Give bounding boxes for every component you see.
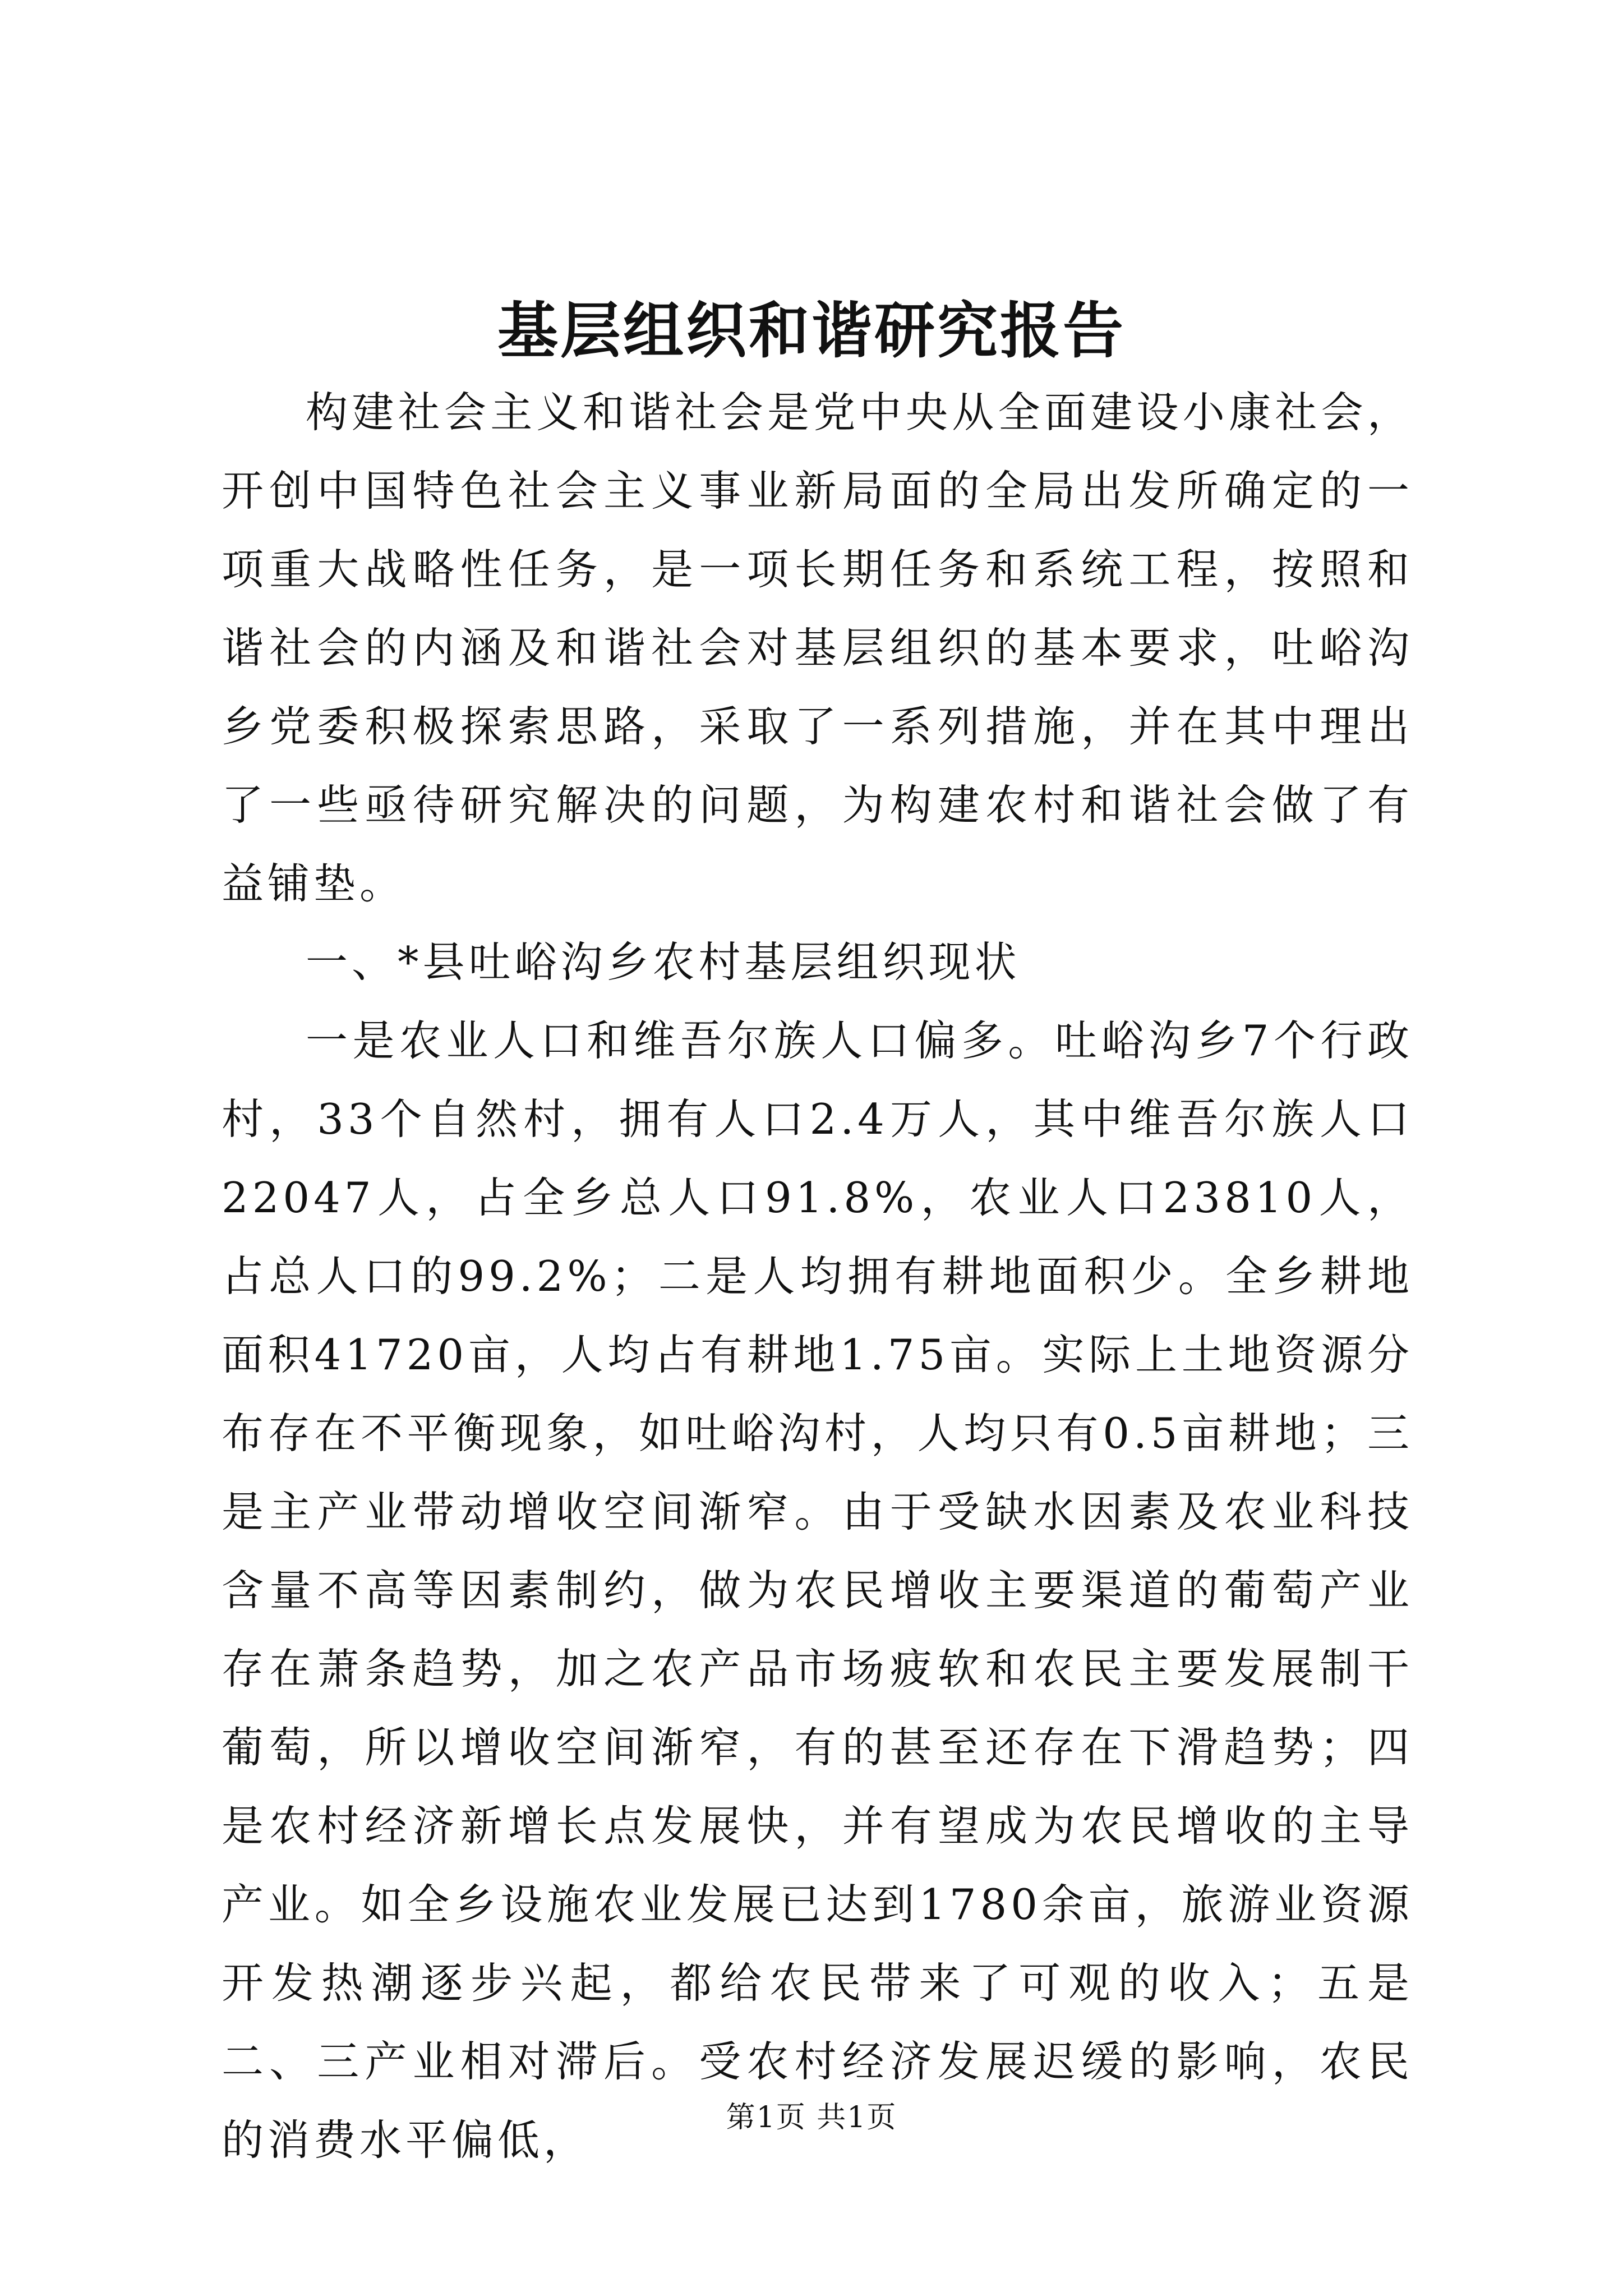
status-paragraph: 一是农业人口和维吾尔族人口偏多。吐峪沟乡7个行政村，33个自然村，拥有人口2.4万人，其中维吾尔族人口22047人，占全乡总人口91.8%，农业人口23810人，占总人口的99.2%；二是人均拥有耕地面积少。全乡耕地面积41720亩，人均占有耕地1.75亩。实际上土地资源分布存在不平衡现象，如吐峪沟村，人均只有0.5亩耕地；三是主产业带动增收空间渐窄。由于受缺水因素及农业科技含量不高等因素制约，做为农民增收主要渠道的葡萄产业存在萧条趋势，加之农产品市场疲软和农民主要发展制干葡萄，所以增收空间渐窄，有的甚至还存在下滑趋势；四是农村经济新增长点发展快，并有望成为农民增收的主导产业。如全乡设施农业发展已达到1780余亩，旅游业资源开发热潮逐步兴起，都给农民带来了可观的收入；五是二、三产业相对滞后。受农村经济发展迟缓的影响，农民的消费水平偏低， bbox=[222, 1016, 1413, 2165]
document-title: 基层组织和谐研究报告 bbox=[497, 296, 1126, 366]
page-footer: 第1页 共1页 bbox=[726, 2101, 897, 2134]
section-heading: 一、*县吐峪沟乡农村基层组织现状 bbox=[306, 937, 1021, 987]
intro-paragraph: 构建社会主义和谐社会是党中央从全面建设小康社会，开创中国特色社会主义事业新局面的全局出发所确定的一项重大战略性任务，是一项长期任务和系统工程，按照和谐社会的内涵及和谐社会对基层组织的基本要求，吐峪沟乡党委积极探索思路，采取了一系列措施，并在其中理出了一些亟待研究解决的问题，为构建农村和谐社会做了有益铺垫。 bbox=[222, 388, 1413, 908]
document-body bbox=[222, 373, 1413, 2179]
